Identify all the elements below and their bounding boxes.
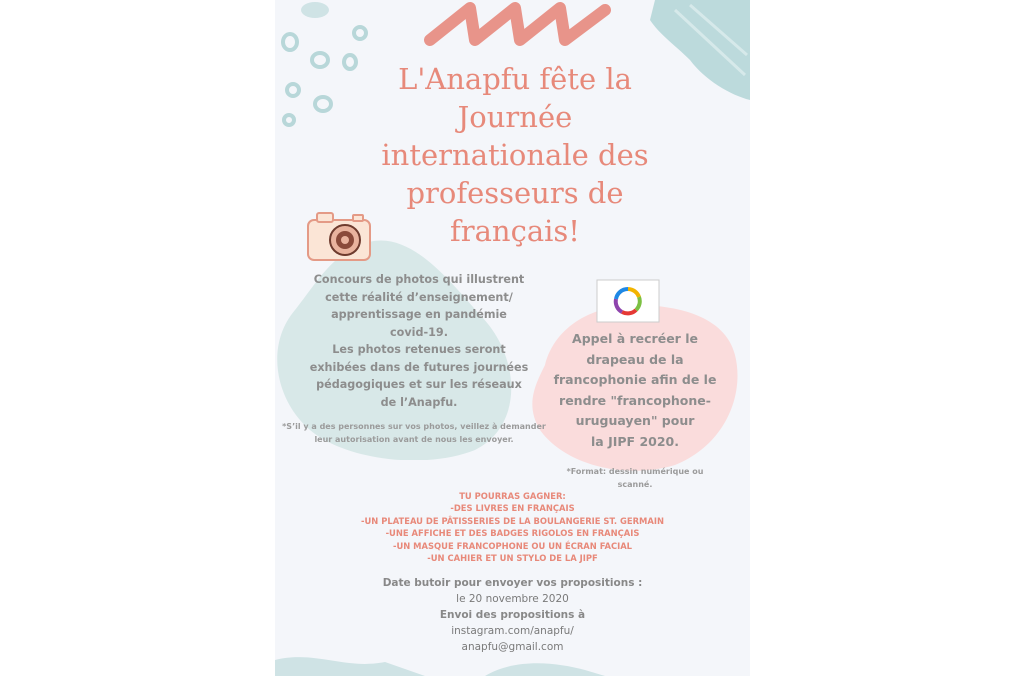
prize-line: -UN CAHIER ET UN STYLO DE LA JIPF	[427, 553, 598, 564]
deadline-label: Date butoir pour envoyer vos propositions :	[382, 577, 643, 589]
prize-line: -UN MASQUE FRANCOPHONE OU UN ÉCRAN FACIAL	[392, 540, 633, 551]
title-line: professeurs de	[406, 176, 624, 210]
text-line: uruguayen" pour	[575, 413, 695, 428]
title-line: français!	[450, 214, 580, 248]
prize-line: -DES LIVRES EN FRANÇAIS	[450, 503, 575, 514]
francophonie-flag-icon	[595, 278, 661, 324]
prize-line: -UNE AFFICHE ET DES BADGES RIGOLOS EN FRANÇAIS	[385, 528, 640, 539]
text-line: Concours de photos qui illustrent	[313, 273, 525, 286]
text-line: francophonie afin de le	[553, 372, 717, 387]
submission-info	[345, 575, 680, 655]
poster-title	[335, 60, 695, 250]
prizes-list	[305, 490, 720, 564]
text-line: rendre "francophone-	[559, 392, 711, 408]
prize-line: TU POURRAS GAGNER:	[459, 491, 566, 501]
pink-zigzag-decoration	[415, 0, 615, 48]
text-line: de l’Anapfu.	[380, 395, 458, 409]
instagram-link[interactable]: instagram.com/anapfu/	[451, 625, 574, 637]
title-line: L'Anapfu fête la	[398, 62, 632, 96]
text-line: exhibées dans de futures journées	[309, 360, 529, 374]
text-line: apprentissage en pandémie	[331, 308, 507, 321]
text-line: covid-19.	[390, 325, 448, 339]
text-line: Les photos retenues seront	[332, 343, 506, 356]
title-line: internationale des	[381, 138, 649, 172]
text-line: Appel à recréer le	[572, 331, 698, 346]
text-line: drapeau de la	[586, 351, 684, 367]
flag-call-text	[545, 329, 725, 452]
photo-consent-note: *S’il y a des personnes sur vos photos, veillez à demander leur autorisation avant de nous les envoyer.	[282, 422, 546, 444]
format-note: *Format: dessin numérique ou scanné.	[566, 467, 704, 489]
send-label: Envoi des propositions à	[439, 609, 586, 621]
text-line: pédagogiques et sur les réseaux	[316, 378, 522, 391]
deadline-date: le 20 novembre 2020	[456, 593, 569, 605]
prize-line: -UN PLATEAU DE PÂTISSERIES DE LA BOULANGERIE ST. GERMAIN	[361, 515, 664, 526]
email-link[interactable]: anapfu@gmail.com	[461, 641, 564, 653]
poster	[275, 0, 750, 676]
title-line: Journée	[457, 100, 573, 134]
photo-contest-text	[289, 271, 549, 411]
text-line: cette réalité d’enseignement/	[325, 290, 513, 304]
text-line: la JIPF 2020.	[591, 433, 679, 449]
